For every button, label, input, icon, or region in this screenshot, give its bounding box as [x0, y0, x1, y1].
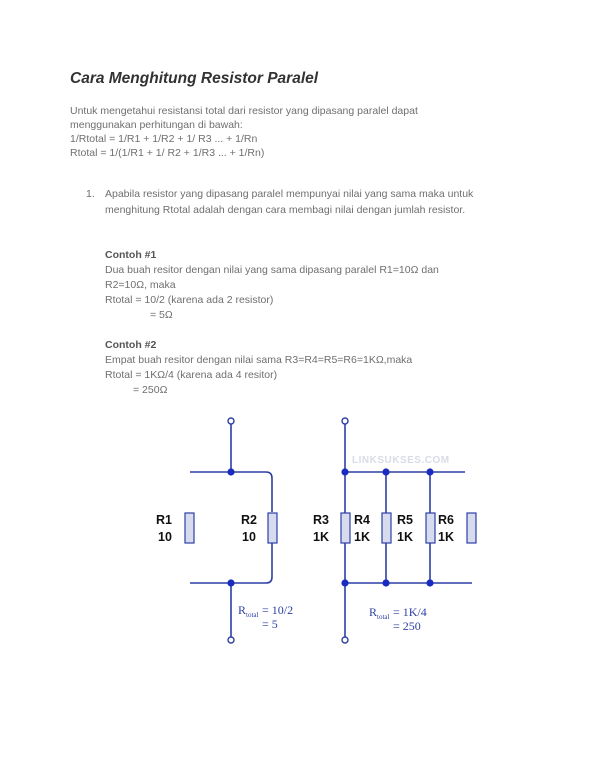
node-left-bottom — [227, 579, 234, 586]
node-right-bottom-1 — [341, 579, 348, 586]
terminal-right-top — [342, 418, 348, 424]
example-1-heading: Contoh #1 — [105, 249, 157, 261]
resistor-r2-value: 10 — [242, 530, 256, 544]
formula-left-r: R — [238, 603, 247, 617]
example-1-line-3: Rtotal = 10/2 (karena ada 2 resistor) — [105, 294, 274, 306]
formula-left-line-1: = 10/2 — [262, 603, 294, 617]
terminal-left-top — [228, 418, 234, 424]
node-right-top-2 — [382, 468, 389, 475]
formula-right-r: R — [369, 605, 378, 619]
example-1-line-1: Dua buah resitor dengan nilai yang sama dipasang paralel R1=10Ω dan — [105, 264, 439, 276]
resistor-r4 — [382, 513, 391, 543]
resistor-r6 — [467, 513, 476, 543]
resistor-r1 — [185, 513, 194, 543]
resistor-r1-value: 10 — [158, 530, 172, 544]
node-left-top — [227, 468, 234, 475]
resistor-r6-value: 1K — [438, 530, 454, 544]
resistor-r3-value: 1K — [313, 530, 329, 544]
formula-left-line-2: = 5 — [262, 617, 278, 631]
formula-right-line-2: = 250 — [393, 619, 421, 633]
formula-right-line-1: = 1K/4 — [393, 605, 427, 619]
terminal-right-bottom — [342, 637, 348, 643]
example-2-line-1: Empat buah resitor dengan nilai sama R3=R4=R5=R6=1KΩ,maka — [105, 354, 413, 366]
resistor-r4-name: R4 — [354, 513, 370, 527]
node-right-top-3 — [426, 468, 433, 475]
formula-line-2: Rtotal = 1/(1/R1 + 1/ R2 + 1/R3 ... + 1/Rn) — [70, 147, 265, 159]
resistor-r1-name: R1 — [156, 513, 172, 527]
watermark: LINKSUKSES.COM — [352, 455, 450, 466]
resistor-r4-value: 1K — [354, 530, 370, 544]
resistor-r3-name: R3 — [313, 513, 329, 527]
node-right-bottom-2 — [382, 579, 389, 586]
resistor-r5-name: R5 — [397, 513, 413, 527]
example-1-line-2: R2=10Ω, maka — [105, 279, 176, 291]
resistor-r5-value: 1K — [397, 530, 413, 544]
example-2-line-3: = 250Ω — [133, 384, 168, 396]
page-title: Cara Menghitung Resistor Paralel — [70, 70, 319, 87]
list-item-number: 1. — [86, 188, 95, 200]
resistor-r3 — [341, 513, 350, 543]
resistor-r6-name: R6 — [438, 513, 454, 527]
formula-line-1: 1/Rtotal = 1/R1 + 1/R2 + 1/ R3 ... + 1/Rn — [70, 133, 258, 145]
example-2-line-2: Rtotal = 1KΩ/4 (karena ada 4 resitor) — [105, 369, 278, 381]
intro-line-2: menggunakan perhitungan di bawah: — [70, 119, 243, 131]
formula-right-sub: total — [377, 613, 390, 621]
example-1-line-4: = 5Ω — [150, 309, 173, 321]
left-circuit-wires — [190, 424, 272, 637]
node-right-top-1 — [341, 468, 348, 475]
resistor-r2-name: R2 — [241, 513, 257, 527]
list-item-text: Apabila resistor yang dipasang paralel mempunyai nilai yang sama maka untuk menghitung Rtotal adalah dengan cara membagi nilai dengan jumlah resistor. — [105, 188, 474, 216]
node-right-bottom-3 — [426, 579, 433, 586]
terminal-left-bottom — [228, 637, 234, 643]
resistor-r5 — [426, 513, 435, 543]
resistor-r2 — [268, 513, 277, 543]
example-2-heading: Contoh #2 — [105, 339, 157, 351]
formula-left-sub: total — [246, 611, 259, 619]
intro-line-1: Untuk mengetahui resistansi total dari resistor yang dipasang paralel dapat — [70, 105, 418, 117]
